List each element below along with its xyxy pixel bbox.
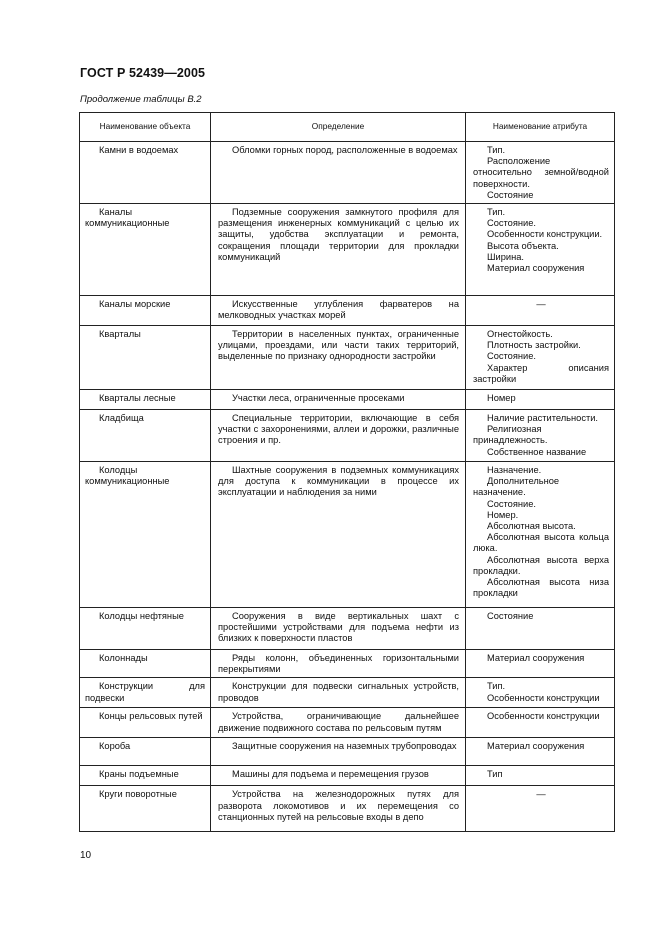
table-row bbox=[80, 678, 615, 708]
attribute-cell bbox=[466, 708, 615, 738]
attribute-item: Тип bbox=[487, 769, 503, 780]
attribute-item: Высота объекта. bbox=[487, 240, 559, 251]
object-name-cell bbox=[80, 678, 211, 708]
object-name-cell bbox=[80, 738, 211, 766]
table-row bbox=[80, 738, 615, 766]
attribute-item: Ширина. bbox=[487, 251, 524, 262]
attribute-cell bbox=[466, 410, 615, 462]
attribute-item: — bbox=[536, 789, 546, 800]
definition-text: Устройства, ограничивающие дальнейшее движение подвижного состава по рельсовым путям bbox=[218, 711, 459, 733]
object-name-cell bbox=[80, 204, 211, 296]
object-name-cell bbox=[80, 650, 211, 678]
table-body bbox=[80, 142, 615, 832]
attribute-item: Материал сооружения bbox=[487, 741, 585, 752]
attribute-cell bbox=[466, 326, 615, 390]
definition-cell bbox=[211, 786, 466, 832]
object-name: Круги поворотные bbox=[99, 789, 177, 800]
attribute-item: Особенности конструкции bbox=[487, 692, 600, 703]
object-name: Кварталы лесные bbox=[99, 393, 176, 404]
table-row bbox=[80, 708, 615, 738]
table-row bbox=[80, 608, 615, 650]
definition-cell bbox=[211, 708, 466, 738]
table-row bbox=[80, 462, 615, 608]
definition-cell bbox=[211, 462, 466, 608]
attribute-item: Расположение относительно земной/водной поверхности. bbox=[473, 156, 609, 189]
object-name-cell bbox=[80, 708, 211, 738]
object-name-cell bbox=[80, 390, 211, 410]
definition-cell bbox=[211, 738, 466, 766]
attribute-item: Тип. bbox=[487, 207, 506, 218]
definition-text: Специальные территории, включающие в себя участки с захоронениями, аллеи и дорожки, различные строения и пр. bbox=[218, 413, 459, 446]
table-row bbox=[80, 390, 615, 410]
definition-cell bbox=[211, 650, 466, 678]
attribute-item: Дополнительное назначение. bbox=[473, 476, 560, 498]
object-name-cell bbox=[80, 786, 211, 832]
object-name-cell bbox=[80, 410, 211, 462]
attribute-table bbox=[79, 112, 615, 832]
attribute-item: — bbox=[536, 299, 546, 310]
object-name: Короба bbox=[99, 741, 131, 752]
attribute-cell bbox=[466, 204, 615, 296]
attribute-item: Особенности конструкции bbox=[487, 711, 600, 722]
table-header-row bbox=[80, 113, 615, 142]
attribute-item: Наличие растительности. bbox=[487, 413, 599, 424]
definition-text: Защитные сооружения на наземных трубопроводах bbox=[232, 741, 457, 752]
attribute-item: Религиозная принадлежность. bbox=[473, 424, 548, 446]
attribute-item: Абсолютная высота низа прокладки bbox=[473, 577, 609, 599]
object-name-cell bbox=[80, 142, 211, 204]
attribute-item: Состояние. bbox=[487, 218, 536, 229]
table-row bbox=[80, 650, 615, 678]
header-attribute-name: Наименование атрибута bbox=[466, 113, 615, 142]
object-name-cell bbox=[80, 462, 211, 608]
definition-cell bbox=[211, 326, 466, 390]
attribute-cell bbox=[466, 142, 615, 204]
attribute-item: Состояние bbox=[487, 611, 534, 622]
attribute-cell bbox=[466, 738, 615, 766]
definition-text: Сооружения в виде вертикальных шахт с простейшими устройствами для подъема нефти из близких к поверхности пластов bbox=[218, 611, 459, 644]
definition-text: Подземные сооружения замкнутого профиля для размещения инженерных коммуникаций с целью их защиты, удобства эксплуатации и ремонта, сокращения площади территории для прокладки коммуникаций bbox=[218, 207, 459, 262]
object-name: Кладбища bbox=[99, 413, 144, 424]
header-definition: Определение bbox=[211, 113, 466, 142]
table-caption: Продолжение таблицы В.2 bbox=[80, 94, 202, 105]
object-name-cell bbox=[80, 296, 211, 326]
page-number: 10 bbox=[80, 850, 92, 861]
definition-text: Участки леса, ограниченные просеками bbox=[232, 393, 405, 404]
table-row bbox=[80, 766, 615, 786]
definition-text: Территории в населенных пунктах, ограниченные улицами, проездами, или части таких территорий, выделенные по признаку однородности застройки bbox=[218, 329, 459, 362]
object-name: Каналы коммуникационные bbox=[85, 207, 170, 229]
attribute-cell bbox=[466, 462, 615, 608]
object-name: Каналы морские bbox=[99, 299, 171, 310]
table-row bbox=[80, 410, 615, 462]
definition-text: Шахтные сооружения в подземных коммуникациях для доступа к коммуникации в процессе их эксплуатации и наблюдения за ними bbox=[218, 465, 459, 498]
attribute-item: Особенности конструкции. bbox=[487, 229, 603, 240]
definition-cell bbox=[211, 204, 466, 296]
attribute-cell bbox=[466, 608, 615, 650]
definition-cell bbox=[211, 678, 466, 708]
attribute-cell bbox=[466, 390, 615, 410]
definition-cell bbox=[211, 142, 466, 204]
attribute-item: Состояние bbox=[487, 189, 534, 200]
table-row bbox=[80, 142, 615, 204]
definition-text: Машины для подъема и перемещения грузов bbox=[232, 769, 429, 780]
attribute-item: Абсолютная высота. bbox=[487, 521, 576, 532]
definition-text: Обломки горных пород, расположенные в водоемах bbox=[232, 145, 458, 155]
attribute-item: Состояние. bbox=[487, 498, 536, 509]
table-row bbox=[80, 326, 615, 390]
object-name: Колодцы нефтяные bbox=[99, 611, 184, 622]
attribute-item: Плотность застройки. bbox=[487, 340, 581, 351]
table-row bbox=[80, 204, 615, 296]
attribute-item: Огнестойкость. bbox=[487, 329, 553, 340]
document-title: ГОСТ Р 52439—2005 bbox=[80, 66, 206, 80]
object-name: Краны подъемные bbox=[99, 769, 179, 780]
definition-text: Устройства на железнодорожных путях для разворота локомотивов и их перемещения со станционных путей на рельсовые входы в депо bbox=[218, 789, 459, 822]
definition-text: Искусственные углубления фарватеров на мелководных участках морей bbox=[218, 299, 459, 321]
attribute-cell bbox=[466, 296, 615, 326]
attribute-item: Номер bbox=[487, 393, 516, 404]
object-name: Колоннады bbox=[99, 653, 148, 664]
definition-text: Конструкции для подвески сигнальных устройств, проводов bbox=[218, 681, 459, 703]
header-object-name: Наименование объекта bbox=[80, 113, 211, 142]
attribute-item: Назначение. bbox=[487, 465, 542, 476]
attribute-cell bbox=[466, 786, 615, 832]
attribute-item: Материал сооружения bbox=[487, 263, 585, 274]
attribute-cell bbox=[466, 678, 615, 708]
definition-cell bbox=[211, 766, 466, 786]
object-name-cell bbox=[80, 608, 211, 650]
table-row bbox=[80, 296, 615, 326]
attribute-item: Тип. bbox=[487, 681, 506, 692]
attribute-item: Номер. bbox=[487, 509, 519, 520]
object-name: Колодцы коммуникационные bbox=[85, 465, 170, 487]
object-name: Конструкции для подвески bbox=[85, 681, 205, 703]
definition-text: Ряды колонн, объединенных горизонтальными перекрытиями bbox=[218, 653, 459, 675]
attribute-cell bbox=[466, 766, 615, 786]
definition-cell bbox=[211, 410, 466, 462]
definition-cell bbox=[211, 390, 466, 410]
definition-cell bbox=[211, 296, 466, 326]
attribute-item: Состояние. bbox=[487, 351, 536, 362]
attribute-item: Тип. bbox=[487, 145, 506, 155]
attribute-item: Материал сооружения bbox=[487, 653, 585, 664]
object-name-cell bbox=[80, 326, 211, 390]
attribute-item: Абсолютная высота верха прокладки. bbox=[473, 554, 609, 576]
attribute-item: Характер описания застройки bbox=[473, 362, 609, 384]
table-row bbox=[80, 786, 615, 832]
attribute-item: Абсолютная высота кольца люка. bbox=[473, 532, 609, 554]
object-name-cell bbox=[80, 766, 211, 786]
object-name: Концы рельсовых путей bbox=[99, 711, 203, 722]
attribute-cell bbox=[466, 650, 615, 678]
object-name: Кварталы bbox=[99, 329, 141, 340]
object-name: Камни в водоемах bbox=[99, 145, 179, 155]
definition-cell bbox=[211, 608, 466, 650]
attribute-item: Собственное название bbox=[487, 446, 587, 457]
